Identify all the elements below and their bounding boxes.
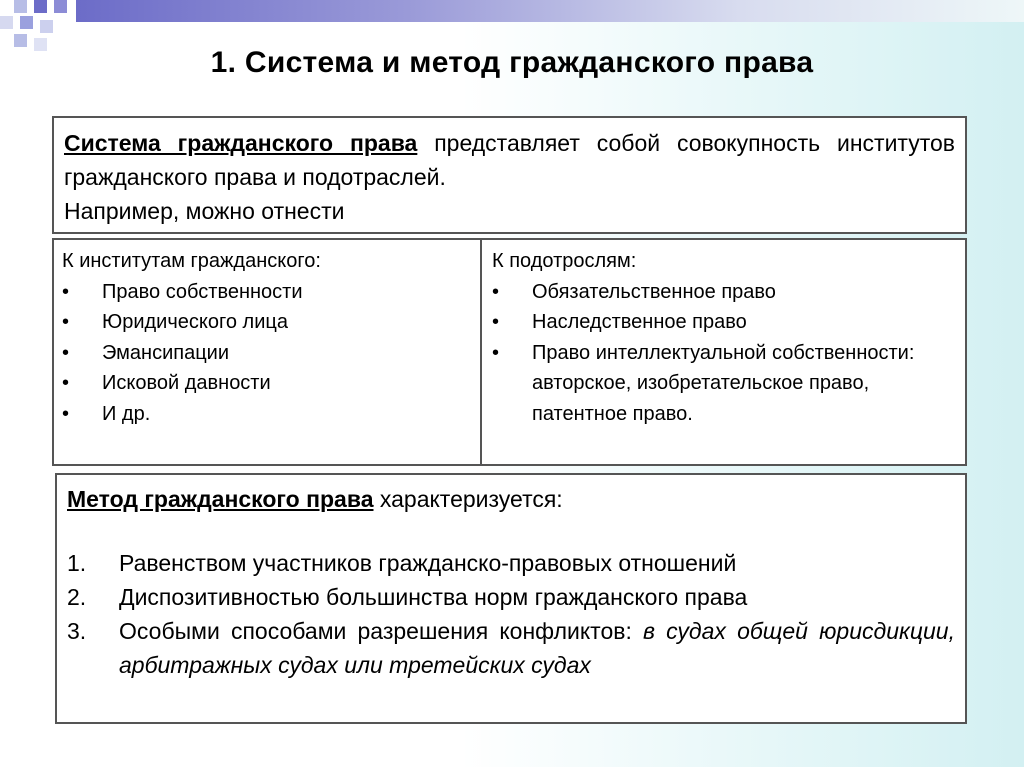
- method-lead: [67, 482, 955, 516]
- method-item-text: Диспозитивностью большинства норм гражданского права: [119, 584, 748, 610]
- system-definition: [64, 126, 955, 194]
- institutes-list: [62, 277, 472, 430]
- method-item-text: Равенством участников гражданско-правовых отношений: [119, 550, 737, 576]
- system-term: Система гражданского права: [64, 130, 418, 156]
- system-definition-box: [52, 116, 967, 234]
- method-box: [55, 473, 967, 724]
- subbranches-heading: К подотрослям:: [492, 250, 637, 272]
- institutes-column: [54, 240, 482, 464]
- subbranches-list: [492, 277, 957, 430]
- method-item-text: Особыми способами разрешения конфликтов:: [119, 618, 644, 644]
- system-definition-text: представляет собой совокупность институтов гражданского права и подотраслей.: [64, 130, 955, 190]
- institutes-heading: К институтам гражданского:: [62, 250, 321, 272]
- list-item: • Юридического лица: [62, 307, 472, 338]
- method-item-italic: в судах общей юрисдикции, арбитражных судах или третейских судах: [119, 618, 955, 678]
- list-item: • Наследственное право: [492, 307, 957, 338]
- method-item-2: [67, 580, 955, 614]
- method-item-1: [67, 546, 955, 580]
- method-item-3: [67, 614, 955, 682]
- list-item: • И др.: [62, 399, 472, 430]
- classification-table: [52, 238, 967, 466]
- subbranches-column: [482, 240, 965, 464]
- page-title: 1. Система и метод гражданского права: [210, 46, 814, 79]
- list-item: • Эмансипации: [62, 338, 472, 369]
- list-item: • Исковой давности: [62, 368, 472, 399]
- list-item: • Право интеллектуальной собственности: авторское, изобретательское право, патентное право.: [492, 338, 957, 430]
- list-item: • Право собственности: [62, 277, 472, 308]
- top-gradient-bar: [76, 0, 1024, 22]
- method-lead-text: характеризуется:: [373, 486, 563, 512]
- system-example: Например, можно отнести: [64, 198, 345, 224]
- list-item: • Обязательственное право: [492, 277, 957, 308]
- method-list: [67, 546, 955, 682]
- method-term: Метод гражданского права: [67, 486, 374, 512]
